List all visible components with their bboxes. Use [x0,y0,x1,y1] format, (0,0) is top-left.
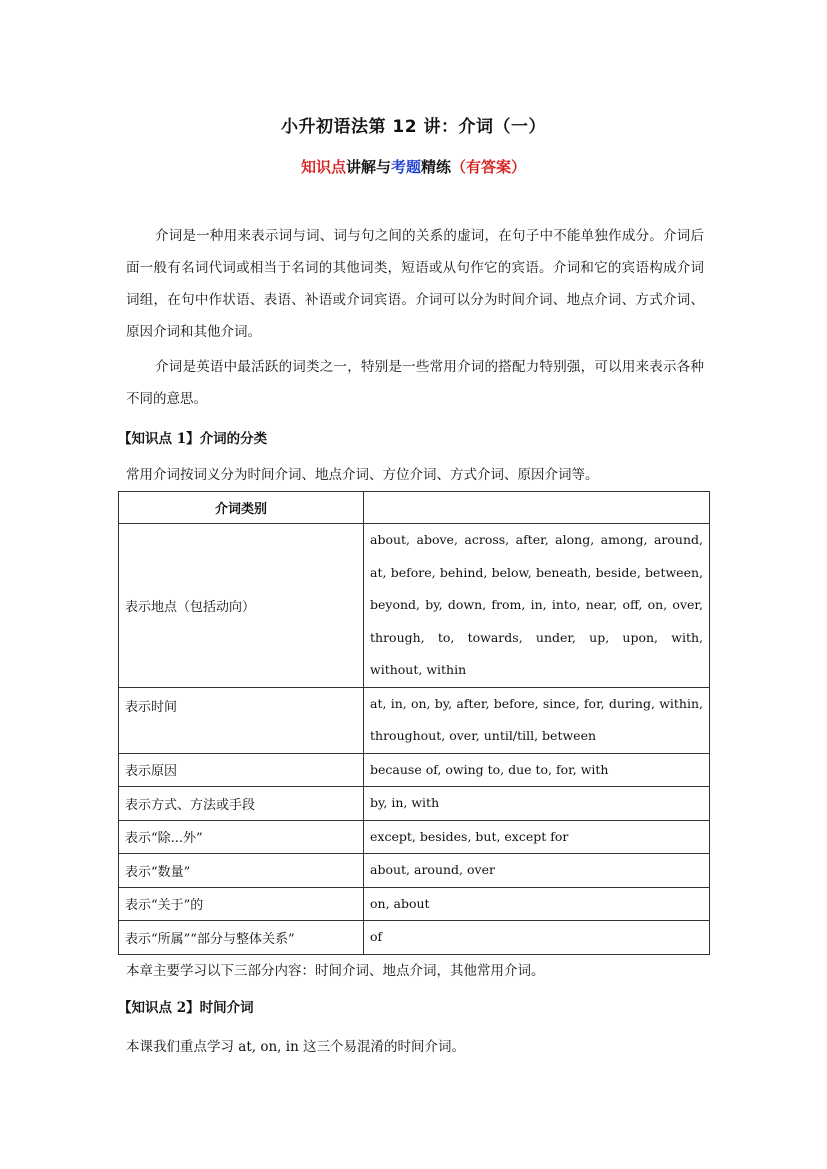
page-subtitle [0,156,827,177]
table-cell-category: 表示地点（包括动向） [119,524,364,688]
table-cell-category: 表示“关于”的 [119,887,364,921]
table-cell-category: 表示方式、方法或手段 [119,787,364,821]
subtitle-part-explain: 讲解与 [345,158,391,176]
table-header-category: 介词类别 [119,492,364,524]
table-cell-category: 表示“所属”“部分与整体关系” [119,921,364,955]
table-cell-words: except, besides, but, except for [364,820,710,854]
table-cell-words: at, in, on, by, after, before, since, for, during, within, throughout, over, until/till, between [364,687,710,753]
subtitle-part-knowledge: 知识点 [300,158,346,176]
section-heading-1: 【知识点 1】介词的分类 [118,431,268,447]
table-cell-words: because of, owing to, due to, for, with [364,753,710,787]
table-cell-category: 表示“除...外” [119,820,364,854]
subtitle-part-practice: 精练 [421,158,452,176]
table-cell-words: about, around, over [364,854,710,888]
table-row [119,687,710,753]
table-cell-category: 表示“数量” [119,854,364,888]
section-1-intro: 常用介词按词义分为时间介词、地点介词、方位介词、方式介词、原因介词等。 [126,467,599,483]
table-header-words [364,492,710,524]
table-row [119,820,710,854]
table-row [119,921,710,955]
section-2-text: 本课我们重点学习 at, on, in 这三个易混淆的时间介词。 [126,1039,466,1055]
table-cell-category: 表示原因 [119,753,364,787]
table-cell-words: of [364,921,710,955]
table-cell-words: on, about [364,887,710,921]
table-cell-category: 表示时间 [119,687,364,753]
table-row [119,753,710,787]
table-cell-words: about, above, across, after, along, among, around, at, before, behind, below, beneath, beside, between, beyond, by, down, from, in, into, near, off, on, over, through, to, towards, under, up, upon, with, without, within [364,524,710,688]
table-header-row [119,492,710,524]
table-row [119,854,710,888]
section-heading-2: 【知识点 2】时间介词 [118,1000,254,1016]
subtitle-part-answers: （有答案） [451,158,527,176]
page-title: 小升初语法第 12 讲：介词（一） [281,117,546,137]
intro-paragraph-2: 介词是英语中最活跃的词类之一，特别是一些常用介词的搭配力特别强，可以用来表示各种不同的意思。 [126,359,704,407]
intro-paragraph-1: 介词是一种用来表示词与词、词与句之间的关系的虚词，在句子中不能单独作成分。介词后面一般有名词代词或相当于名词的其他词类，短语或从句作它的宾语。介词和它的宾语构成介词词组，在句中作状语、表语、补语或介词宾语。介词可以分为时间介词、地点介词、方式介词、原因介词和其他介词。 [126,228,704,340]
table-row [119,787,710,821]
table-row [119,887,710,921]
table-cell-words: by, in, with [364,787,710,821]
preposition-category-table [118,491,710,955]
chapter-summary: 本章主要学习以下三部分内容：时间介词、地点介词，其他常用介词。 [126,963,545,979]
subtitle-part-exam: 考题 [390,158,421,176]
table-row [119,524,710,688]
